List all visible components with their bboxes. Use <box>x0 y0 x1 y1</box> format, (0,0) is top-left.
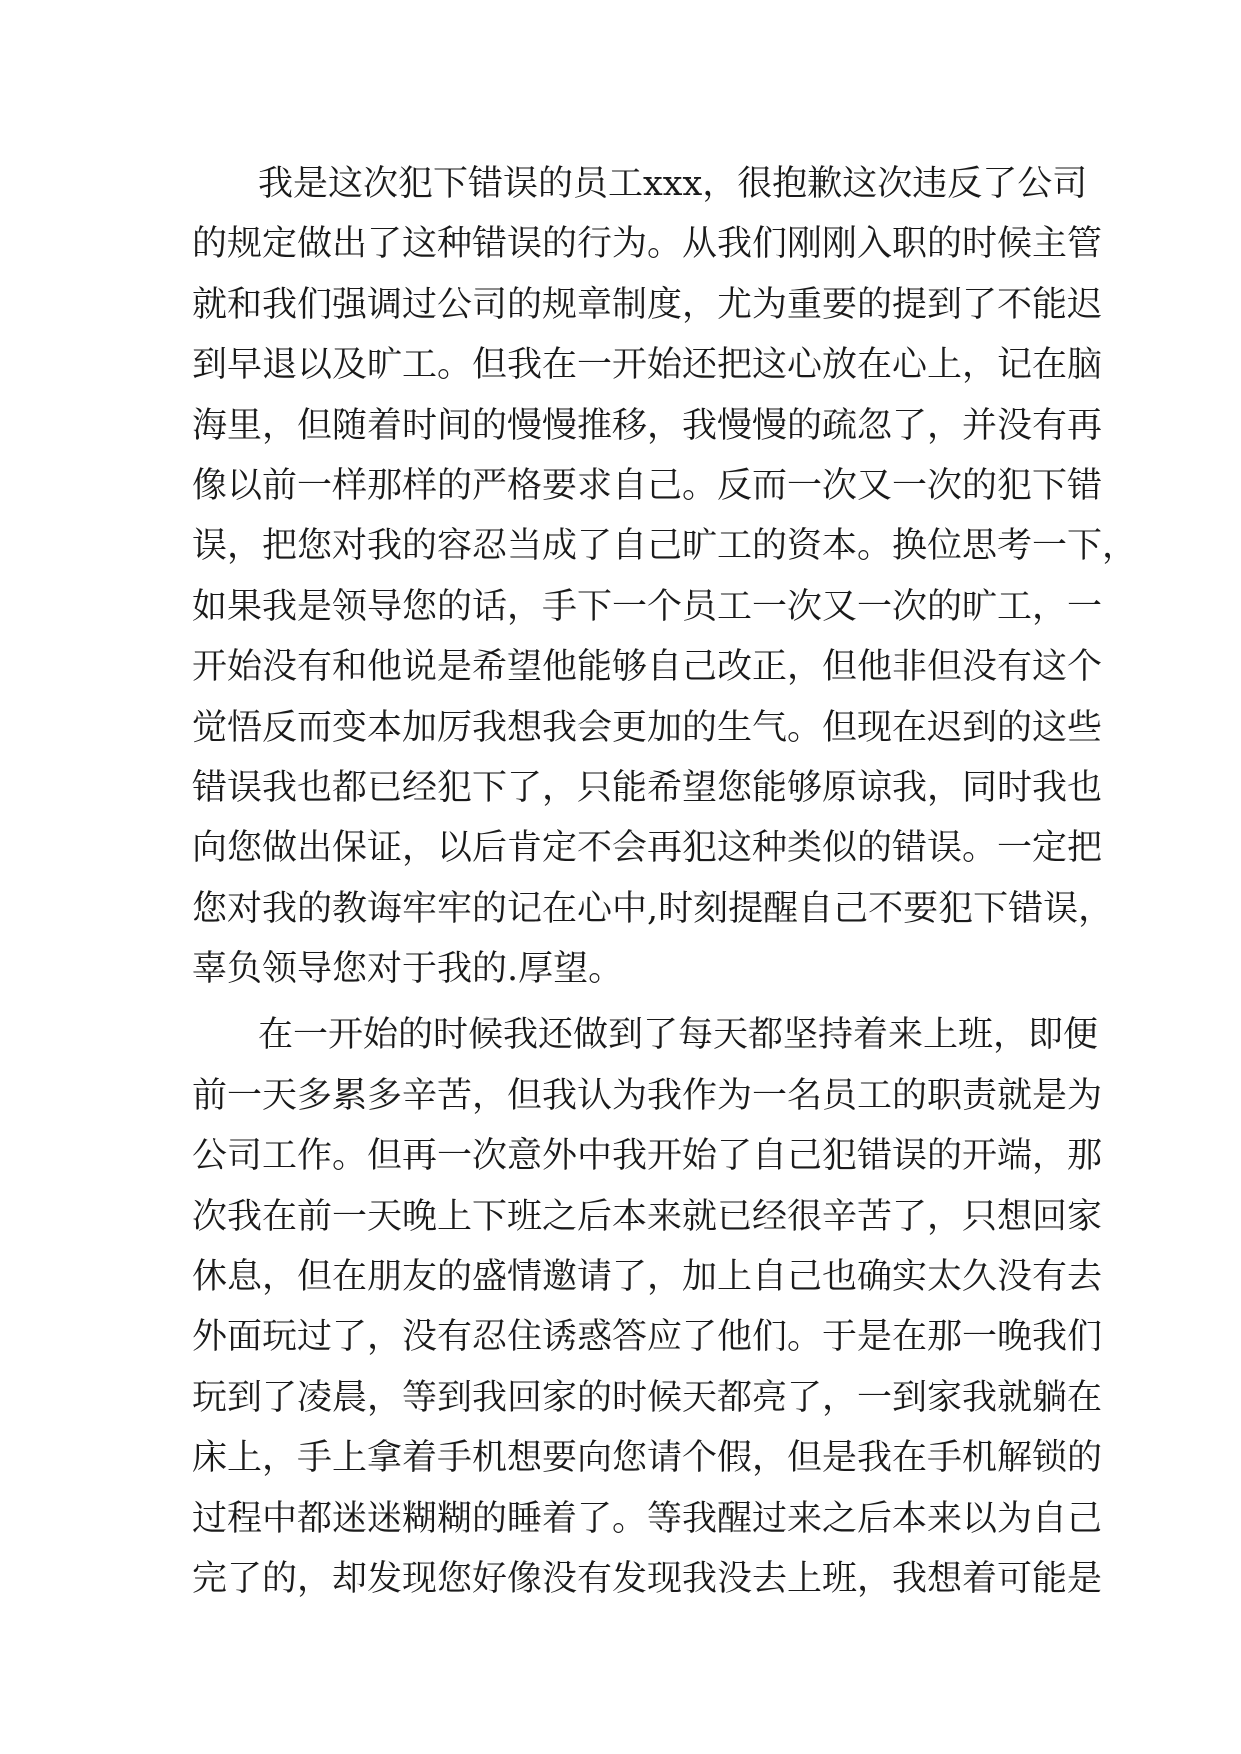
text-line: 过程中都迷迷糊糊的睡着了。等我醒过来之后本来以为自己 <box>192 1498 1103 1539</box>
text-line: 次我在前一天晚上下班之后本来就已经很辛苦了，只想回家 <box>192 1196 1103 1237</box>
paragraph-2 <box>192 1005 1103 1609</box>
text-line: 就和我们强调过公司的规章制度，尤为重要的提到了不能迟 <box>192 284 1103 325</box>
text-line: 错误我也都已经犯下了，只能希望您能够原谅我，同时我也 <box>192 767 1103 808</box>
text-line: 海里，但随着时间的慢慢推移，我慢慢的疏忽了，并没有再 <box>192 405 1103 446</box>
text-line: 向您做出保证，以后肯定不会再犯这种类似的错误。一定把 <box>192 828 1103 869</box>
text-line: 休息，但在朋友的盛情邀请了，加上自己也确实太久没有去 <box>192 1257 1103 1298</box>
text-line: 在一开始的时候我还做到了每天都坚持着来上班，即便 <box>258 1015 1099 1056</box>
text-line: 的规定做出了这种错误的行为。从我们刚刚入职的时候主管 <box>192 224 1103 265</box>
text-line: 前一天多累多辛苦，但我认为我作为一名员工的职责就是为 <box>192 1075 1103 1116</box>
text-line: 觉悟反而变本加厉我想我会更加的生气。但现在迟到的这些 <box>192 707 1103 748</box>
text-line: 完了的，却发现您好像没有发现我没去上班，我想着可能是 <box>192 1558 1103 1599</box>
text-line: 辜负领导您对于我的.厚望。 <box>192 949 624 990</box>
text-line: 像以前一样那样的严格要求自己。反而一次又一次的犯下错 <box>192 465 1103 506</box>
document-body <box>192 154 1138 1609</box>
text-line: 床上，手上拿着手机想要向您请个假，但是我在手机解锁的 <box>192 1438 1103 1479</box>
paragraph-1 <box>192 154 1138 999</box>
text-line: 开始没有和他说是希望他能够自己改正，但他非但没有这个 <box>192 647 1103 688</box>
text-line: 到早退以及旷工。但我在一开始还把这心放在心上，记在脑 <box>192 345 1103 386</box>
text-line: 如果我是领导您的话，手下一个员工一次又一次的旷工，一 <box>192 586 1103 627</box>
text-line: 公司工作。但再一次意外中我开始了自己犯错误的开端，那 <box>192 1136 1103 1177</box>
text-line: 误，把您对我的容忍当成了自己旷工的资本。换位思考一下， <box>192 526 1138 567</box>
text-line: 玩到了凌晨，等到我回家的时候天都亮了，一到家我就躺在 <box>192 1377 1103 1418</box>
text-line: 外面玩过了，没有忍住诱惑答应了他们。于是在那一晚我们 <box>192 1317 1103 1358</box>
text-line: 您对我的教诲牢牢的记在心中,时刻提醒自己不要犯下错误， <box>192 888 1114 929</box>
text-line: 我是这次犯下错误的员工xxx，很抱歉这次违反了公司 <box>258 164 1088 204</box>
